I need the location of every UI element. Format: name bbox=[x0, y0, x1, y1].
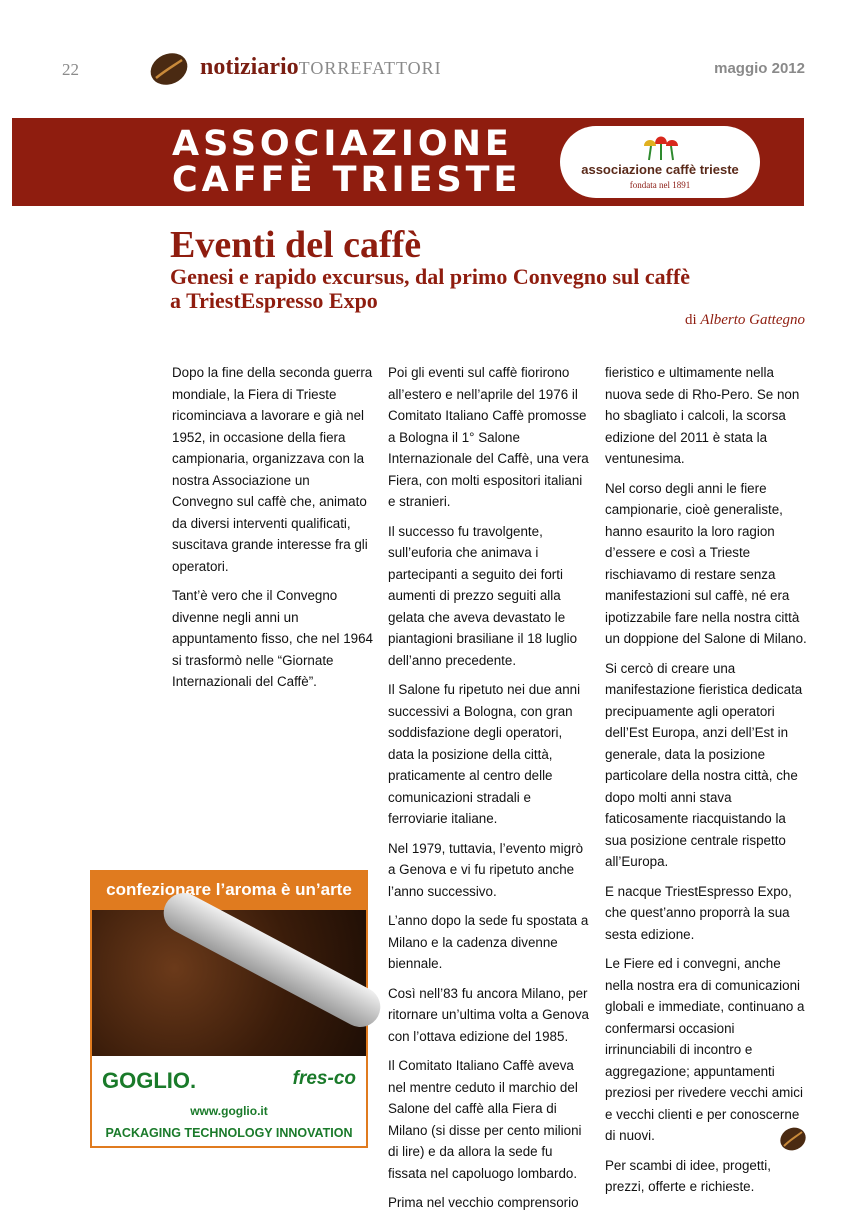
association-logo bbox=[560, 126, 760, 198]
section-title-line2: CAFFÈ TRIESTE bbox=[172, 160, 522, 200]
paragraph: Si cercò di creare una manifestazione fieristica dedicata precipuamente agli operatori dell’Est Europa, anzi dell’Est in generale, data la posizione particolare della nostra città, che dopo molti anni stava faticosamente riacquistando la sua posizione centrale rispetto all’Europa. bbox=[605, 660, 803, 869]
page-header bbox=[60, 52, 805, 86]
paragraph: Il successo fu travolgente, sull’euforia che animava i partecipanti a seguito dei forti aumenti di prezzo seguiti alla gelata che aveva devastato le piantagioni brasiliane il 18 luglio dell’anno precedente. bbox=[388, 523, 578, 668]
paragraph: Nel corso degli anni le fiere campionarie, cioè generaliste, hanno esaurito la loro ragion d’essere e così a Trieste rischiavamo di restare senza manifestazioni sul caffè, né era ipotizzabile fare nella nostra città un doppione del Salone di Milano. bbox=[605, 480, 807, 646]
tulip-logo-icon bbox=[638, 130, 684, 162]
goglio-logo: GOGLIO. bbox=[102, 1068, 197, 1093]
association-logo-founded: fondata nel 1891 bbox=[629, 180, 691, 190]
article-column-1 bbox=[172, 362, 374, 701]
paragraph: L’anno dopo la sede fu spostata a Milano e la cadenza divenne biennale. bbox=[388, 913, 589, 971]
paragraph: Le Fiere ed i convegni, anche nella nostra era di comunicazioni globali e immediate, continuano a confermarsi occasioni irrinunciabili di incontro e aggregazione; appuntamenti preziosi per rivedere vecchi amici e vecchi clienti e per conoscerne di nuovi. bbox=[605, 956, 805, 1143]
section-title-line1: ASSOCIAZIONE bbox=[172, 124, 513, 164]
brand-main: notiziario bbox=[200, 54, 299, 80]
brand-sub: TORREFATTORI bbox=[298, 58, 442, 78]
section-title bbox=[172, 126, 521, 198]
byline-author: Alberto Gattegno bbox=[700, 312, 805, 328]
paragraph: Il Salone fu ripetuto nei due anni successivi a Bologna, con gran soddisfazione degli operatori, data la posizione della città, praticamente al centro delle comunicazioni stradali e ferroviarie italiane. bbox=[388, 682, 581, 826]
ad-logos bbox=[100, 1068, 358, 1098]
paragraph: Nel 1979, tuttavia, l’evento migrò a Genova e vi fu ripetuto anche l’anno successivo. bbox=[388, 840, 584, 899]
article-column-2 bbox=[388, 362, 590, 1222]
paragraph: Così nell’83 fu ancora Milano, per ritornare un’ultima volta a Genova con l’ottava edizione del 1985. bbox=[388, 985, 589, 1044]
paragraph: Prima nel vecchio comprensorio bbox=[388, 1195, 579, 1210]
fresco-logo: fres-co bbox=[292, 1068, 356, 1089]
paragraph: Tant’è vero che il Convegno divenne negli anni un appuntamento fisso, che nel 1964 si trasformò nelle “Giornate Internazionali del Caffè”. bbox=[172, 588, 374, 689]
paragraph: Per scambi di idee, progetti, prezzi, offerte e richieste. bbox=[605, 1157, 771, 1194]
section-banner bbox=[12, 118, 804, 206]
article-column-3 bbox=[605, 362, 807, 1206]
page-number: 22 bbox=[62, 60, 79, 79]
publication-brand bbox=[200, 54, 442, 81]
paragraph: Dopo la fine della seconda guerra mondiale, la Fiera di Trieste ricominciava a lavorare e già nel 1952, in occasione della fiera campionaria, organizzava con la nostra Associazione un Convegno sul caffè che, animato da diversi interventi qualificati, suscitava grande interesse fra gli operatori. bbox=[172, 365, 373, 574]
paragraph: Poi gli eventi sul caffè fiorirono all’estero e nell’aprile del 1976 il Comitato Italiano Caffè promosse a Bologna il 1° Salone Internazionale del Caffè, una vera Fiera, con molti espositori italiani e stranieri. bbox=[388, 365, 589, 509]
article-title: Eventi del caffè bbox=[170, 224, 422, 266]
article-subtitle-line1: Genesi e rapido excursus, dal primo Convegno sul caffè bbox=[170, 264, 691, 289]
byline-prefix: di bbox=[685, 312, 697, 328]
article-byline bbox=[685, 312, 805, 329]
paragraph: Il Comitato Italiano Caffè aveva nel mentre ceduto il marchio del Salone del caffè alla Fiera di Milano (si disse per cento milioni di lire) e da allora la sede fu fissata nel capoluogo lombardo. bbox=[388, 1058, 582, 1181]
end-mark-bean-icon bbox=[778, 1126, 808, 1152]
ad-url[interactable]: www.goglio.it bbox=[190, 1104, 268, 1118]
paragraph: E nacque TriestEspresso Expo, che quest’anno proporrà la sua sesta edizione. bbox=[605, 883, 792, 942]
coffee-bean-icon bbox=[148, 52, 190, 86]
paragraph: fieristico e ultimamente nella nuova sede di Rho-Pero. Se non ho sbagliato i calcoli, la scorsa edizione del 2011 è stata la ventunesima. bbox=[605, 365, 800, 466]
coffee-beans-image bbox=[92, 910, 366, 1056]
goglio-advertisement[interactable] bbox=[90, 870, 368, 1148]
article-headline bbox=[170, 225, 810, 313]
association-logo-name: associazione caffè trieste bbox=[581, 162, 739, 177]
issue-date: maggio 2012 bbox=[714, 60, 805, 77]
ad-headline: confezionare l’aroma è un’arte bbox=[92, 872, 366, 910]
ad-tagline: PACKAGING TECHNOLOGY INNOVATION bbox=[105, 1126, 353, 1140]
article-subtitle-line2: a TriestEspresso Expo bbox=[170, 288, 378, 313]
